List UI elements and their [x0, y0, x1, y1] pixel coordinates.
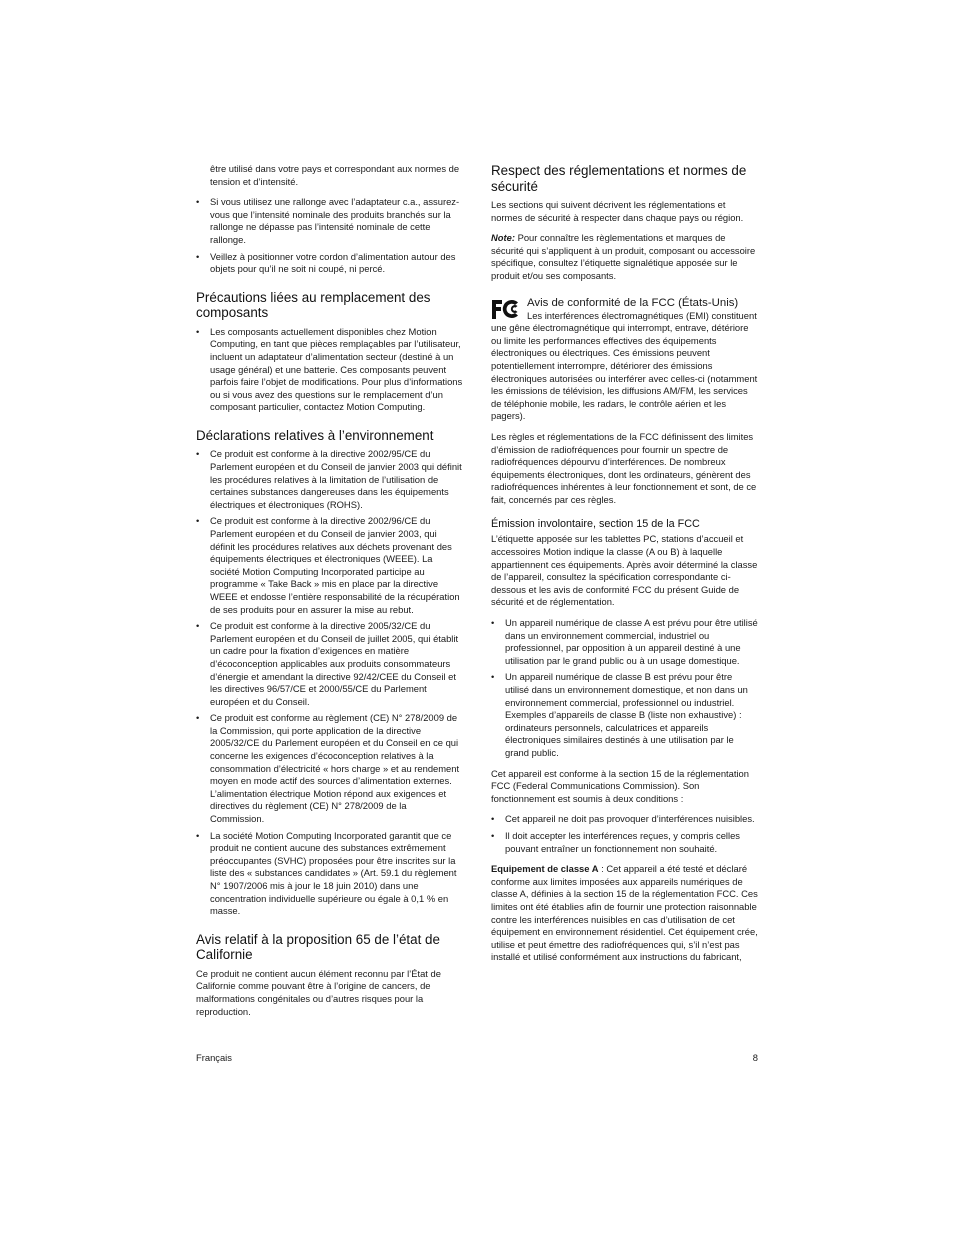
environment-list	[196, 448, 463, 917]
list-item: • Ce produit est conforme à la directive 2005/32/CE du Parlement européen et du Conseil de juillet 2005, qui établit un cadre pour la fixation d’exigences en matière d’écoconception applicables aux produits consommateurs d’énergie et amendant la directive 92/42/CEE du Conseil et les directives 96/57/CE et 2000/55/CE du Parlement européen et du Conseil.	[196, 620, 463, 708]
note-label: Note:	[491, 232, 515, 244]
precautions-list	[196, 326, 463, 414]
list-item: • Cet appareil ne doit pas provoquer d’interférences nuisibles.	[491, 813, 758, 826]
right-column	[491, 163, 758, 972]
california-text: Ce produit ne contient aucun élément reconnu par l’État de Californie comme pouvant être à l’origine de cancers, de malformations congénitales ou d’autres risques pour la reproduction.	[196, 967, 441, 1017]
california-heading: Avis relatif à la proposition 65 de l’état de Californie	[196, 931, 440, 963]
fcc-logo-icon	[491, 298, 521, 320]
list-item: • Si vous utilisez une rallonge avec l’adaptateur c.a., assurez-vous que l’intensité nominale des produits branchés sur la rallonge ne dépasse pas l’intensité nominale de cette rallonge.	[196, 196, 463, 246]
list-item: • Ce produit est conforme à la directive 2002/96/CE du Parlement européen et du Conseil de janvier 2003, qui définit les procédures relatives aux déchets provenant des équipements électriques et électroniques (WEEE). La société Motion Computing Incorporated participe au programme « Take Back » mis en place par la directive WEEE et endosse l’entière responsabilité de la récupération de ses produits pour en assurer la mise au rebut.	[196, 515, 463, 616]
power-bullets	[196, 196, 463, 276]
list-item: • Un appareil numérique de classe A est prévu pour être utilisé dans un environnement commercial, industriel ou professionnel, par opposition à un appareil destiné à une utilisation par le grand public ou à un usage domestique.	[491, 617, 758, 667]
list-item: • Ce produit est conforme à la directive 2002/95/CE du Parlement européen et du Conseil de janvier 2003 qui définit les procédures relatives à la limitation de l’utilisation de certaines substances dangereuses dans les équipements électriques et électroniques (ROHS).	[196, 448, 463, 511]
emission-heading: Émission involontaire, section 15 de la FCC	[491, 518, 700, 531]
fcc-text-2: Les règles et réglementations de la FCC définissent des limites d’émission de radiofréquences pour fournir un spectre de radiofréquences dépourvu d’interférences. De nombreux équipements électroniques, dont les ordinateurs, génèrent des radiofréquences inhérentes à leur fonctionnement et sont, de ce fait, concernés par ces règles.	[491, 430, 757, 505]
page-number: 8	[752, 1052, 758, 1063]
fcc-text-1: Les interférences électromagnétiques (EMI) constituent une gêne électromagnétique qui interrompt, entrave, détériore ou limite les performances effectives des équipements électroniques ou électriques. Ces émissions peuvent potentiellement interrompre, détériorer des émissions électroniques autorisées ou interférer avec celles-ci (notamment les émissions de télévision, les diffusions AM/FM, les services de téléphonie mobile, les radars, le contrôle aérien et les pagers).	[491, 309, 758, 422]
left-column	[196, 163, 463, 1026]
class-a-text: : Cet appareil a été testé et déclaré conforme aux limites imposées aux appareils numériques de classe A, définies à la section 15 de la réglementation FCC. Ces limites ont été établies afin de fournir une protection raisonnable contre les interférences nuisibles en cas d’utilisation de cet équipement en environnement résidentiel. Cet équipement crée, utilise et peut émettre des radiofréquences qui, s’il n’est pas installé et utilisé conformément aux instructions du fabricant,	[491, 863, 758, 963]
conditions-list	[491, 813, 758, 855]
regulations-note	[491, 232, 758, 282]
footer-language: Français	[196, 1052, 232, 1063]
continued-list	[196, 163, 463, 188]
conditions-text: Cet appareil est conforme à la section 15 de la réglementation FCC (Federal Communications Commission). Son fonctionnement est soumis à deux conditions :	[491, 767, 749, 804]
class-list	[491, 617, 758, 760]
list-item: être utilisé dans votre pays et correspondant aux normes de tension et d’intensité.	[210, 163, 460, 187]
list-item: • Veillez à positionner votre cordon d’alimentation autour des objets pour qu’il ne soit ni coupé, ni percé.	[196, 251, 463, 276]
class-a-paragraph	[491, 863, 758, 964]
class-a-label: Equipement de classe A	[491, 863, 599, 875]
list-item: • Un appareil numérique de classe B est prévu pour être utilisé dans un environnement domestique, et non dans un environnement commercial, professionnel ou industriel. Exemples d’appareils de classe B (liste non exhaustive) : ordinateurs personnels, calculatrices et appareils électroniques similaires destinés à une utilisation par le grand public.	[491, 671, 758, 759]
list-item: • Il doit accepter les interférences reçues, y compris celles pouvant entraîner un fonctionnement non souhaité.	[491, 830, 758, 855]
fcc-title: Avis de conformité de la FCC (États-Unis)	[527, 296, 739, 309]
environment-heading: Déclarations relatives à l’environnement	[196, 427, 434, 443]
note-text: Pour connaître les règlementations et marques de sécurité qui s’appliquent à un produit, composant ou accessoire spécifique, consultez l’étiquette signalétique apposée sur le produit et/ou ses composants.	[491, 232, 756, 281]
precautions-heading: Précautions liées au remplacement des composants	[196, 289, 431, 321]
regulations-text: Les sections qui suivent décrivent les réglementations et normes de sécurité à respecter dans chaque pays ou région.	[491, 199, 744, 223]
list-item: • Les composants actuellement disponibles chez Motion Computing, en tant que pièces remplaçables par l’utilisateur, incluent un adaptateur d’alimentation secteur (destiné à un usage général) et une batterie. Ces composants peuvent parfois faire l’objet de modifications. Pour plus d’informations ou si vous avez des questions sur le remplacement d’un composant particulier, contactez Motion Computing.	[196, 326, 463, 414]
regulations-heading: Respect des réglementations et normes de sécurité	[491, 163, 747, 194]
list-item: • La société Motion Computing Incorporated garantit que ce produit ne contient aucune des substances extrêmement préoccupantes (SVHC) proposées pour être inscrites sur la liste des « substances candidates » (Art. 59.1 du règlement N° 1907/2006 mis à jour le 18 juin 2010) dans une concentration individuelle supérieure ou égale à 0,1 % en masse.	[196, 830, 463, 918]
fcc-section	[491, 297, 758, 507]
list-item: • Ce produit est conforme au règlement (CE) N° 278/2009 de la Commission, qui porte application de la directive 2005/32/CE du Parlement européen et du Conseil en ce qui concerne les exigences d’écoconception relatives à la consommation d’électricité « hors charge » et au rendement moyen en mode actif des sources d’alimentation externes. L’alimentation électrique Motion répond aux exigences et directives du règlement (CE) N° 278/2009 de la Commission.	[196, 712, 463, 825]
emission-text: L’étiquette apposée sur les tablettes PC, stations d’accueil et accessoires Motion indique la classe (A ou B) à laquelle appartiennent ces équipements. Après avoir déterminé la classe de l’appareil, consultez la spécification correspondante ci-dessous et les avis de conformité FCC du présent Guide de sécurité et de réglementation.	[491, 533, 758, 608]
